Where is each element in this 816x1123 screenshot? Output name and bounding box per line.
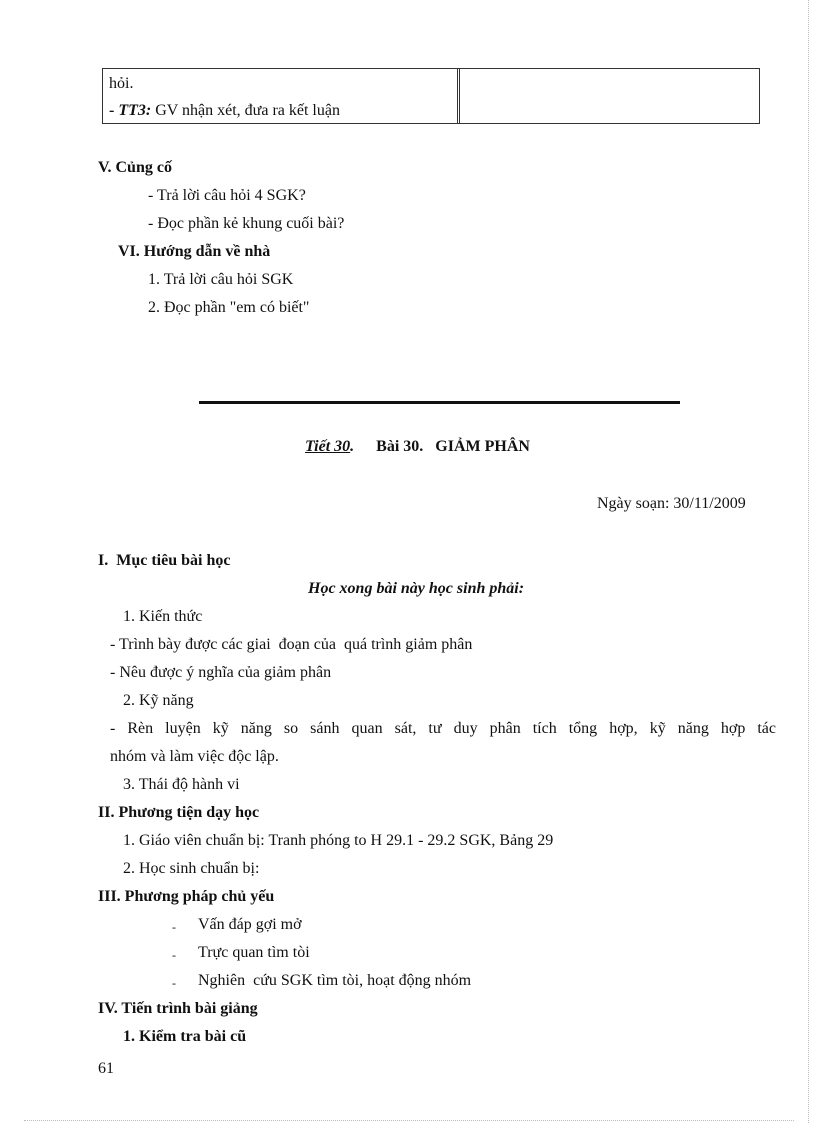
section-i-line: 1. Kiến thức [123, 608, 203, 625]
section-iv-heading: IV. Tiến trình bài giảng [98, 1000, 258, 1017]
section-i-line: - Nêu được ý nghĩa của giảm phân [110, 664, 332, 681]
bullet-dash: - [172, 976, 176, 990]
section-i-line: - Trình bày được các giai đoạn của quá trình giảm phân [110, 636, 473, 653]
lesson-table-fragment [102, 68, 760, 124]
section-i-line: - Rèn luyện kỹ năng so sánh quan sát, tư duy phân tích tổng hợp, kỹ năng hợp tác [110, 720, 776, 737]
prep-date: Ngày soạn: 30/11/2009 [597, 495, 746, 512]
section-i-line: 2. Kỹ năng [123, 692, 194, 709]
page-edge-bottom [24, 1120, 794, 1121]
bullet-dash: - [172, 948, 176, 962]
table-left-cell [103, 69, 460, 123]
table-cell-line: hỏi. [109, 75, 134, 92]
section-vi-item: 1. Trả lời câu hỏi SGK [148, 271, 294, 288]
section-i-line: nhóm và làm việc độc lập. [110, 748, 279, 765]
page-number: 61 [98, 1060, 114, 1077]
section-ii-item: 2. Học sinh chuẩn bị: [123, 860, 260, 877]
bullet-list-item: - Vấn đáp gợi mở [172, 916, 302, 934]
section-iv-subheading: 1. Kiểm tra bài cũ [123, 1028, 247, 1045]
bullet-list-item: - Nghiên cứu SGK tìm tòi, hoạt động nhóm [172, 972, 472, 990]
section-vi-heading: VI. Hướng dẫn về nhà [118, 243, 271, 260]
lesson-title: Tiết 30. Bài 30. GIẢM PHÂN [305, 438, 530, 455]
section-v-item: - Trả lời câu hỏi 4 SGK? [148, 187, 306, 204]
bullet-dash: - [172, 920, 176, 934]
section-ii-item: 1. Giáo viên chuẩn bị: Tranh phóng to H 29.1 - 29.2 SGK, Bảng 29 [123, 832, 554, 849]
page-edge-right [808, 0, 809, 1123]
section-v-heading: V. Củng cố [98, 159, 172, 176]
lesson-period: Tiết 30 [305, 438, 351, 455]
table-cell-line: - TT3: GV nhận xét, đưa ra kết luận [109, 102, 340, 119]
section-divider [199, 401, 680, 404]
section-vi-item: 2. Đọc phần "em có biết" [148, 299, 310, 316]
tt3-label: TT3: [118, 102, 152, 119]
section-v-item: - Đọc phần kẻ khung cuối bài? [148, 215, 345, 232]
section-i-subheading: Học xong bài này học sinh phải: [308, 580, 525, 597]
section-iii-heading: III. Phương pháp chủ yếu [98, 888, 275, 905]
lesson-name: Bài 30. GIẢM PHÂN [376, 438, 530, 455]
bullet-list-item: - Trực quan tìm tòi [172, 944, 310, 962]
section-i-heading: I. Mục tiêu bài học [98, 552, 231, 569]
section-i-line: 3. Thái độ hành vi [123, 776, 240, 793]
section-ii-heading: II. Phương tiện dạy học [98, 804, 260, 821]
